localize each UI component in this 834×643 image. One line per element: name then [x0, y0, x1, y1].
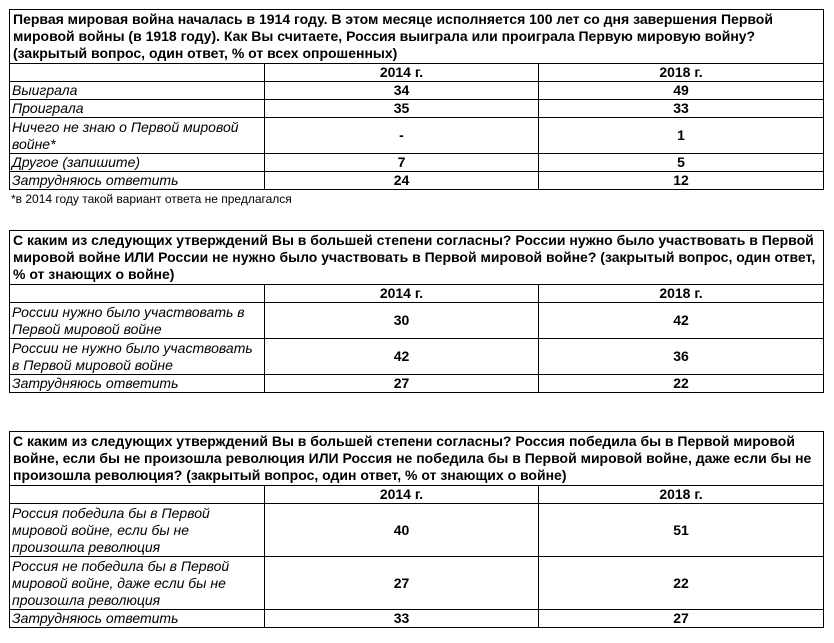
row-label: Затрудняюсь ответить	[10, 172, 265, 190]
survey-table-2	[9, 230, 824, 393]
row-label: Ничего не знаю о Первой мировой войне*	[10, 118, 265, 154]
value-2018: 36	[539, 339, 824, 375]
question-text: Первая мировая война началась в 1914 году. В этом месяце исполняется 100 лет со дня завершения Первой мировой войны (в 1918 году). Как Вы считаете, Россия выиграла или проиграла Первую мировую войну? (закрытый вопрос, один ответ, % от всех опрошенных)	[10, 10, 824, 64]
value-2018: 42	[539, 303, 824, 339]
row-label: Другое (запишите)	[10, 154, 265, 172]
value-2014: 30	[265, 303, 539, 339]
table-row	[10, 82, 824, 100]
table-row	[10, 154, 824, 172]
table-row	[10, 375, 824, 393]
footnote: *в 2014 году такой вариант ответа не предлагался	[11, 192, 292, 206]
row-label: Затрудняюсь ответить	[10, 610, 265, 628]
table-row	[10, 610, 824, 628]
value-2014: 42	[265, 339, 539, 375]
value-2018: 1	[539, 118, 824, 154]
header-year-2018: 2018 г.	[539, 64, 824, 82]
survey-table-3	[9, 431, 824, 628]
value-2014: 27	[265, 557, 539, 610]
table-row	[10, 303, 824, 339]
header-year-2014: 2014 г.	[265, 486, 539, 504]
value-2014: 7	[265, 154, 539, 172]
header-blank	[10, 64, 265, 82]
value-2014: 40	[265, 504, 539, 557]
header-year-2014: 2014 г.	[265, 285, 539, 303]
row-label: Проиграла	[10, 100, 265, 118]
value-2018: 33	[539, 100, 824, 118]
table-row	[10, 172, 824, 190]
value-2018: 22	[539, 557, 824, 610]
header-year-2018: 2018 г.	[539, 486, 824, 504]
question-text: С каким из следующих утверждений Вы в большей степени согласны? России нужно было участвовать в Первой мировой войне ИЛИ России не нужно было участвовать в Первой мировой войне? (закрытый вопрос, один ответ, % от знающих о войне)	[10, 231, 824, 285]
value-2014: -	[265, 118, 539, 154]
header-year-2014: 2014 г.	[265, 64, 539, 82]
survey-table-1	[9, 9, 824, 190]
value-2014: 27	[265, 375, 539, 393]
value-2018: 27	[539, 610, 824, 628]
value-2018: 22	[539, 375, 824, 393]
table-row	[10, 339, 824, 375]
table-row	[10, 118, 824, 154]
header-year-2018: 2018 г.	[539, 285, 824, 303]
value-2014: 35	[265, 100, 539, 118]
question-text: С каким из следующих утверждений Вы в большей степени согласны? Россия победила бы в Первой мировой войне, если бы не произошла революция ИЛИ Россия не победила бы в Первой мировой войне, даже если бы не произошла революция? (закрытый вопрос, один ответ, % от знающих о войне)	[10, 432, 824, 486]
table-row	[10, 100, 824, 118]
value-2018: 12	[539, 172, 824, 190]
value-2018: 51	[539, 504, 824, 557]
header-blank	[10, 285, 265, 303]
row-label: Россия не победила бы в Первой мировой войне, даже если бы не произошла революция	[10, 557, 265, 610]
table-row	[10, 504, 824, 557]
row-label: России нужно было участвовать в Первой мировой войне	[10, 303, 265, 339]
row-label: России не нужно было участвовать в Первой мировой войне	[10, 339, 265, 375]
table-row	[10, 557, 824, 610]
value-2014: 33	[265, 610, 539, 628]
survey-block-1	[9, 9, 823, 206]
value-2014: 24	[265, 172, 539, 190]
value-2018: 49	[539, 82, 824, 100]
value-2014: 34	[265, 82, 539, 100]
row-label: Россия победила бы в Первой мировой войне, если бы не произошла революция	[10, 504, 265, 557]
value-2018: 5	[539, 154, 824, 172]
survey-block-3	[9, 431, 823, 628]
row-label: Выиграла	[10, 82, 265, 100]
survey-block-2	[9, 230, 823, 393]
row-label: Затрудняюсь ответить	[10, 375, 265, 393]
header-blank	[10, 486, 265, 504]
